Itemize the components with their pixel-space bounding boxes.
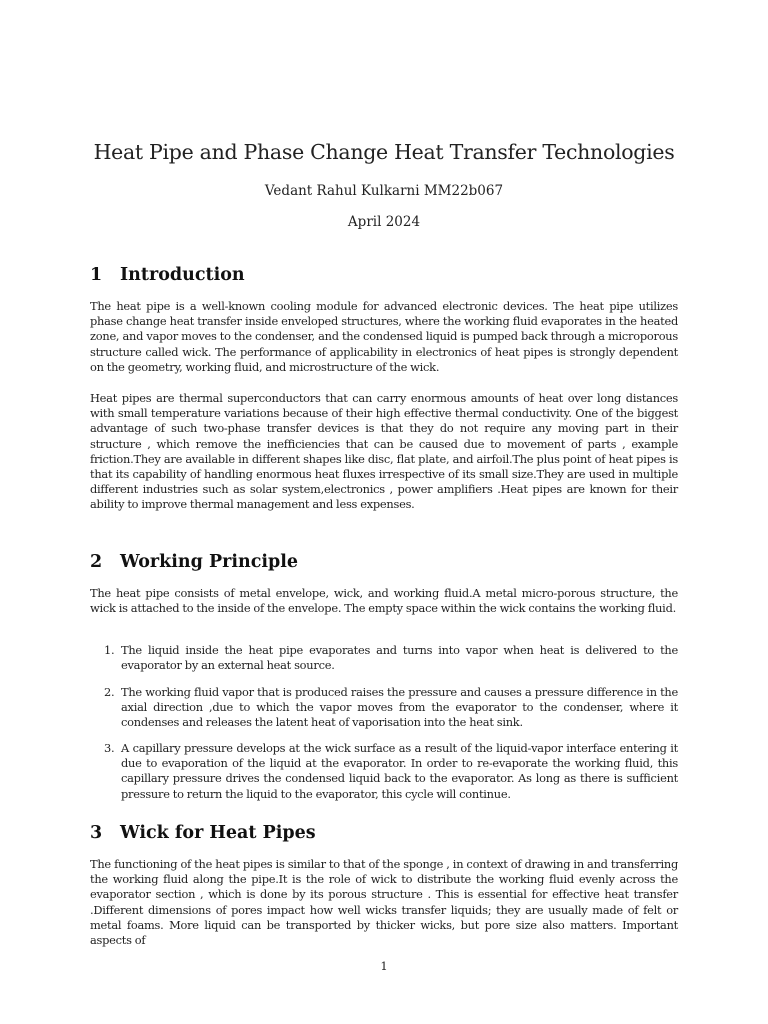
list-item-text: The liquid inside the heat pipe evaporates and turns into vapor when heat is delivered to the evaporator by an external heat source. — [121, 643, 678, 673]
paragraph: The functioning of the heat pipes is similar to that of the sponge , in context of drawing in and transferring the working fluid along the pipe.It is the role of wick to distribute the working fluid evenly across the evaporator section , which is done by its porous structure . This is essential for effective heat transfer .Different dimensions of pores impact how well wicks transfer liquids; they are usually made of felt or metal foams. More liquid can be transported by thicker wicks, but pore size also matters. Important aspects of — [90, 857, 678, 948]
section-title: Working Principle — [120, 552, 299, 572]
section-title: Introduction — [120, 265, 245, 285]
paper-title: Heat Pipe and Phase Change Heat Transfer Technologies — [93, 140, 675, 164]
list-item-text: The working fluid vapor that is produced raises the pressure and causes a pressure difference in the axial direction ,due to which the vapor moves from the evaporator to the condenser, where it condenses and releases the latent heat of vaporisation into the heat sink. — [121, 685, 678, 730]
list-item — [104, 685, 678, 731]
section-heading-working-principle — [90, 552, 298, 572]
section-heading-wick — [90, 823, 316, 843]
list-item — [104, 741, 678, 802]
section-heading-introduction — [90, 265, 245, 285]
section-number: 2 — [90, 552, 103, 572]
list-marker: 3. — [104, 741, 115, 755]
date-line: April 2024 — [347, 214, 421, 230]
page-number: 1 — [380, 959, 388, 973]
section-title: Wick for Heat Pipes — [120, 823, 316, 843]
paragraph: The heat pipe is a well-known cooling module for advanced electronic devices. The heat pipe utilizes phase change heat transfer inside enveloped structures, where the working fluid evaporates in the heated zone, and vapor moves to the condenser, and the condensed liquid is pumped back through a microporous structure called wick. The performance of applicability in electronics of heat pipes is strongly dependent on the geometry, working fluid, and microstructure of the wick. — [90, 299, 678, 374]
section-number: 1 — [90, 265, 103, 285]
list-marker: 1. — [104, 643, 115, 657]
list-item — [104, 643, 678, 673]
list-item-text: A capillary pressure develops at the wick surface as a result of the liquid-vapor interface entering it due to evaporation of the liquid at the evaporator. In order to re-evaporate the working fluid, this capillary pressure drives the condensed liquid back to the evaporator. As long as there is sufficient pressure to return the liquid to the evaporator, this cycle will continue. — [121, 741, 678, 801]
section-number: 3 — [90, 823, 103, 843]
paragraph: The heat pipe consists of metal envelope, wick, and working fluid.A metal micro-porous structure, the wick is attached to the inside of the envelope. The empty space within the wick contains the working fluid. — [90, 586, 678, 616]
list-marker: 2. — [104, 685, 115, 699]
author-line: Vedant Rahul Kulkarni MM22b067 — [264, 183, 504, 199]
paragraph: Heat pipes are thermal superconductors that can carry enormous amounts of heat over long distances with small temperature variations because of their high effective thermal conductivity. One of the biggest advantage of such two-phase transfer devices is that they do not require any moving part in their structure , which remove the inefficiencies that can be caused due to movement of parts , example friction.They are available in different shapes like disc, flat plate, and airfoil.The plus point of heat pipes is that its capability of handling enormous heat fluxes irrespective of its small size.They are used in multiple different industries such as solar system,electronics , power amplifiers .Heat pipes are known for their ability to improve thermal management and less expenses. — [90, 391, 678, 512]
